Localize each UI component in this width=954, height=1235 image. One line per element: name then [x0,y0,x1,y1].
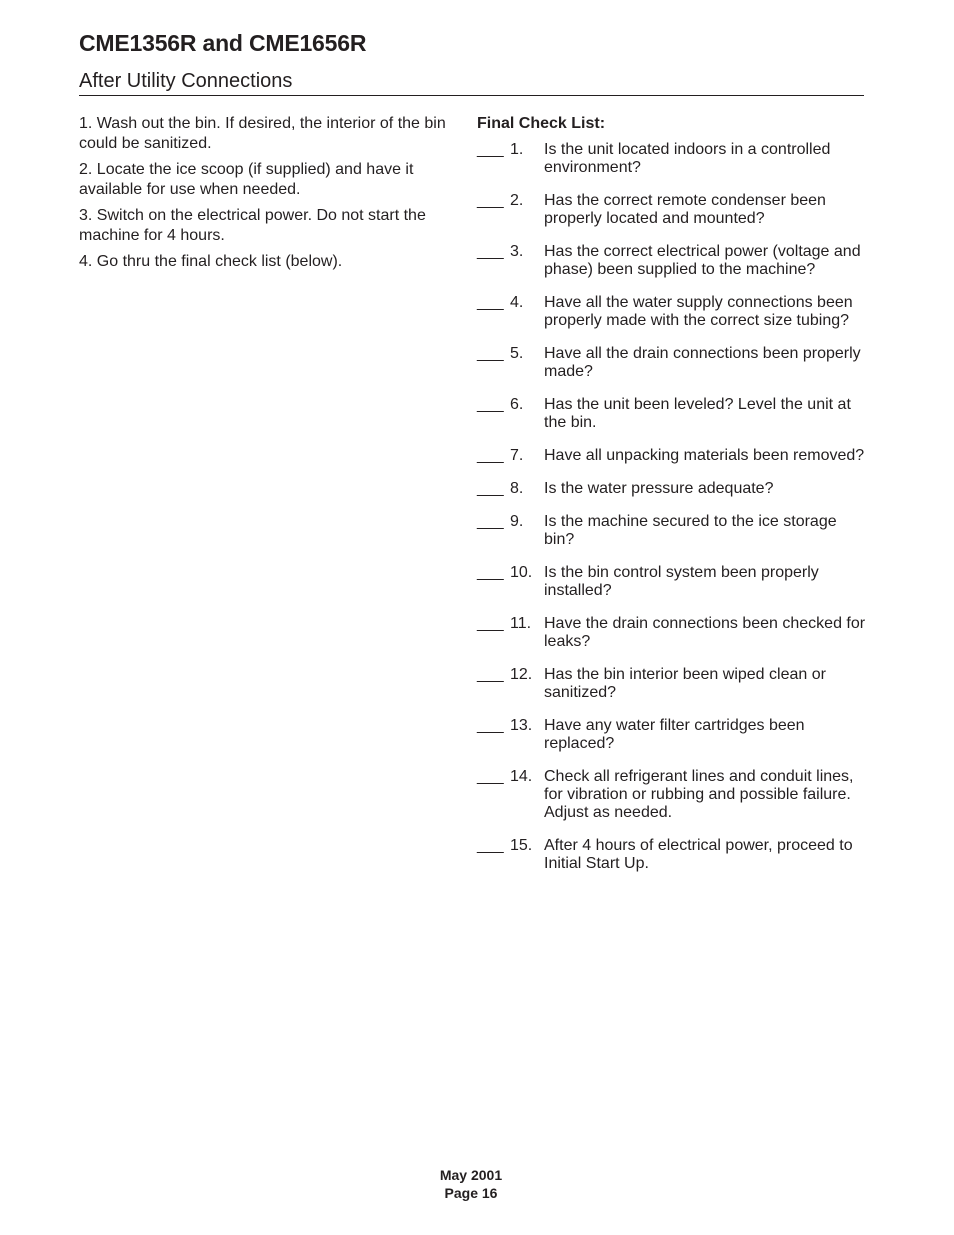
checklist-item [477,141,867,177]
checklist-number: 4. [510,294,524,311]
checklist-question: Has the correct electrical power (voltage and phase) been supplied to the machine? [544,243,861,278]
checklist-question: Has the correct remote condenser been properly located and mounted? [544,192,826,227]
checklist-item [477,396,867,432]
page-footer [0,1166,942,1202]
checklist-item [477,192,867,228]
checklist-blank: ___ [477,192,504,209]
checklist-number: 3. [510,243,524,260]
checklist-question: After 4 hours of electrical power, proceed to Initial Start Up. [544,837,853,872]
instructions-column [79,114,457,278]
checklist-blank: ___ [477,768,504,785]
checklist-items [477,141,867,873]
checklist-question: Have all the drain connections been properly made? [544,345,861,380]
checklist-question: Have all the water supply connections been properly made with the correct size tubing? [544,294,853,329]
header-divider [79,95,864,96]
checklist-number: 1. [510,141,524,158]
checklist-number: 14. [510,768,533,785]
checklist-number: 13. [510,717,533,734]
checklist-number: 2. [510,192,524,209]
checklist-heading: Final Check List: [477,115,606,132]
instruction-step: 3. Switch on the electrical power. Do not start the machine for 4 hours. [79,207,426,244]
checklist-number: 12. [510,666,533,683]
final-check-list [477,114,867,888]
checklist-item [477,615,867,651]
checklist-item [477,345,867,381]
checklist-item [477,564,867,600]
checklist-blank: ___ [477,243,504,260]
checklist-question: Have the drain connections been checked for leaks? [544,615,866,650]
checklist-blank: ___ [477,837,504,854]
footer-date: May 2001 [439,1167,503,1183]
checklist-question: Is the machine secured to the ice storage bin? [544,513,837,548]
checklist-blank: ___ [477,666,504,683]
section-title: After Utility Connections [79,70,293,92]
checklist-blank: ___ [477,447,504,464]
checklist-question: Have any water filter cartridges been replaced? [544,717,805,752]
instruction-step: 2. Locate the ice scoop (if supplied) and have it available for use when needed. [79,161,414,198]
checklist-item [477,447,867,465]
checklist-number: 9. [510,513,524,530]
checklist-blank: ___ [477,717,504,734]
checklist-question: Is the water pressure adequate? [544,480,774,497]
checklist-blank: ___ [477,480,504,497]
footer-page-number: Page 16 [444,1185,498,1201]
checklist-blank: ___ [477,141,504,158]
checklist-blank: ___ [477,513,504,530]
checklist-item [477,513,867,549]
checklist-question: Have all unpacking materials been removed? [544,447,865,464]
checklist-blank: ___ [477,615,504,632]
checklist-item [477,768,867,822]
instruction-step: 1. Wash out the bin. If desired, the interior of the bin could be sanitized. [79,115,446,152]
checklist-item [477,294,867,330]
checklist-number: 7. [510,447,524,464]
checklist-blank: ___ [477,294,504,311]
checklist-blank: ___ [477,396,504,413]
page-title: CME1356R and CME1656R [79,30,367,56]
checklist-number: 8. [510,480,524,497]
checklist-blank: ___ [477,564,504,581]
checklist-number: 5. [510,345,524,362]
checklist-item [477,837,867,873]
checklist-number: 6. [510,396,524,413]
checklist-blank: ___ [477,345,504,362]
checklist-question: Check all refrigerant lines and conduit lines, for vibration or rubbing and possible failure. Adjust as needed. [544,768,854,821]
checklist-number: 10. [510,564,533,581]
checklist-item [477,243,867,279]
checklist-item [477,480,867,498]
checklist-question: Is the bin control system been properly installed? [544,564,819,599]
checklist-question: Has the unit been leveled? Level the unit at the bin. [544,396,851,431]
checklist-item [477,666,867,702]
checklist-item [477,717,867,753]
checklist-question: Is the unit located indoors in a controlled environment? [544,141,831,176]
instruction-step: 4. Go thru the final check list (below). [79,253,343,270]
checklist-question: Has the bin interior been wiped clean or sanitized? [544,666,826,701]
checklist-number: 11. [510,615,532,632]
checklist-number: 15. [510,837,533,854]
